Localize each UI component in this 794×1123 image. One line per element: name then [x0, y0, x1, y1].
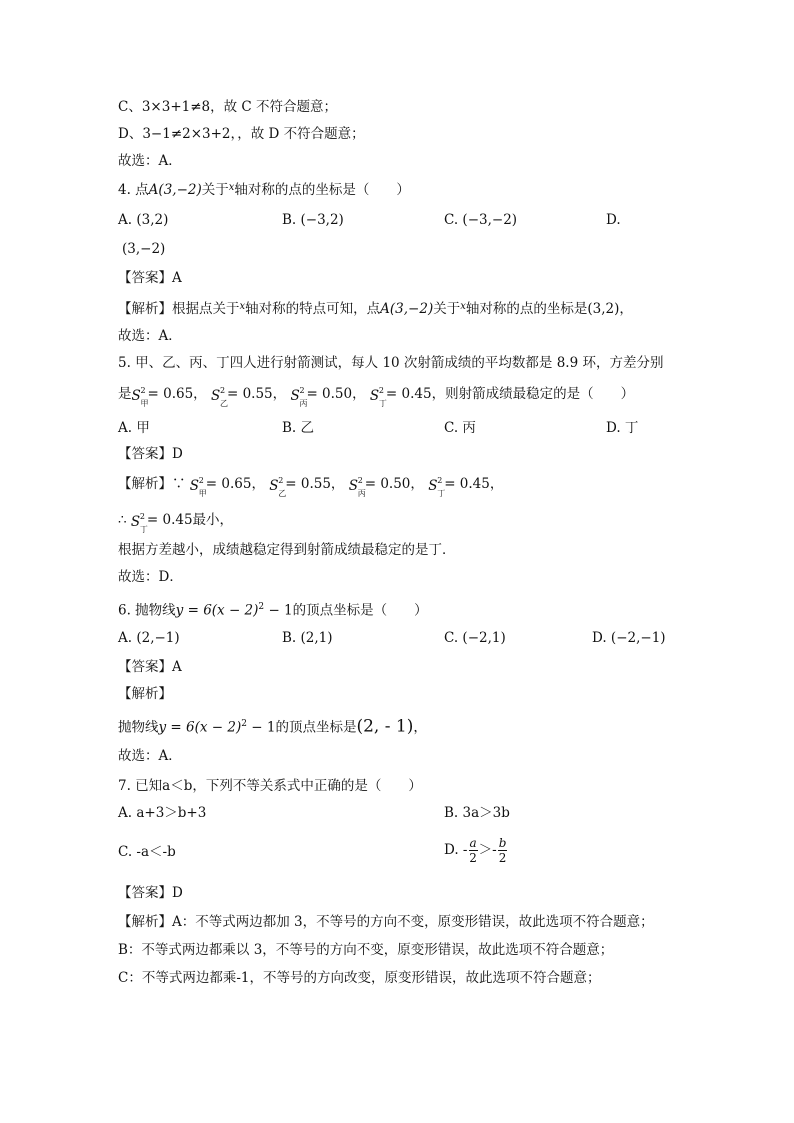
q6-number: 6. 抛物线	[118, 602, 176, 619]
q6-option-c: C. (−2,1)	[444, 630, 506, 646]
q4-expl-x2: x	[460, 301, 466, 312]
q5-is: 是	[118, 386, 132, 402]
q7-opt-d-mid: ＞-	[478, 842, 497, 858]
q5-therefore	[118, 510, 234, 534]
q4-option-d-value: (3,−2)	[122, 241, 166, 257]
q6-exponent: 2	[258, 602, 265, 612]
question-4-stem	[118, 178, 410, 200]
q4-text-about: 关于	[201, 182, 229, 198]
q4-expl-x1: x	[239, 301, 246, 312]
question-6-stem	[118, 597, 428, 621]
expl-variance-jia-symbol: S 2 甲	[189, 475, 207, 498]
question-7-stem: 7. 已知a＜b，下列不等关系式中正确的是（ ）	[118, 778, 422, 794]
q5-option-b: B. 乙	[282, 420, 315, 436]
q4-option-d: D.	[606, 212, 621, 228]
option-d-explanation: D、3−1≠2×3+2，，故 D 不符合题意；	[118, 126, 365, 142]
expl-variance-bing-symbol: S 2 丙	[348, 475, 366, 498]
q5-choose: 故选：D．	[118, 569, 183, 585]
q4-expl-about: 关于	[433, 301, 461, 317]
q4-text-rest: 轴对称的点的坐标是（ ）	[234, 182, 410, 198]
q4-explanation	[118, 297, 633, 319]
q6-equation-tail: − 1	[264, 602, 293, 619]
q5-explanation	[118, 474, 504, 498]
variance-jia-symbol: S 2 甲	[131, 385, 149, 408]
q6-option-d: D. (−2,−1)	[592, 630, 666, 646]
q5-reason: 根据方差越小，成绩越稳定得到射箭成绩最稳定的是丁．	[118, 542, 456, 558]
q7-option-c: C. -a＜-b	[118, 844, 176, 860]
q6-body-equation: y = 6(x − 2)	[158, 719, 242, 736]
q6-equation: y = 6(x − 2)	[175, 602, 259, 619]
q7-explanation-c: C：不等式两边都乘-1，不等号的方向改变，原变形错误，故此选项不符合题意；	[118, 970, 601, 986]
q5-expl-label: 【解析】	[118, 476, 172, 492]
q4-x: x	[228, 182, 235, 193]
variance-ding: = 0.45，则射箭成绩最稳定的是（ ）	[385, 386, 635, 402]
expl-variance-jia: = 0.65，	[205, 476, 265, 492]
q7-explanation-a: 【解析】A：不等式两边都加 3，不等号的方向不变，原变形错误，故此选项不符合题意；	[118, 914, 654, 930]
q7-explanation-b: B：不等式两边都乘以 3，不等号的方向不变，原变形错误，故此选项不符合题意；	[118, 942, 614, 958]
q6-explanation-label: 【解析】	[118, 686, 172, 702]
expl-variance-ding-symbol: S 2 丁	[428, 475, 446, 498]
option-c-explanation: C、3×3+1≠8，故 C 不符合题意；	[118, 99, 338, 115]
variance-jia: = 0.65，	[147, 386, 207, 402]
variance-bing-symbol: S 2 丙	[290, 385, 308, 408]
q4-option-c: C. (−3,−2)	[444, 212, 518, 228]
expl-variance-bing: = 0.50，	[364, 476, 424, 492]
q6-answer: 【答案】A	[118, 659, 182, 675]
min-variance: = 0.45最小，	[146, 512, 234, 528]
variance-yi: = 0.55，	[226, 386, 287, 402]
q4-answer: 【答案】A	[118, 270, 182, 286]
q4-expl-text: 轴对称的特点可知，点	[245, 301, 381, 317]
q4-choose: 故选：A．	[118, 328, 182, 344]
variance-yi-symbol: S 2 乙	[210, 385, 228, 408]
q4-expl-result: (3,2)	[587, 301, 620, 317]
expl-variance-yi-symbol: S 2 乙	[269, 475, 287, 498]
because-symbol: ∵	[172, 476, 186, 492]
expl-variance-ding: = 0.45，	[444, 476, 504, 492]
q6-option-b: B. (2,1)	[282, 630, 333, 646]
q6-vertex: (2, - 1)	[356, 716, 414, 737]
variance-bing: = 0.50，	[306, 386, 366, 402]
q6-option-a: A. (2,−1)	[118, 630, 180, 646]
q7-option-d	[444, 832, 508, 868]
q7-option-a: A. a+3＞b+3	[118, 805, 207, 821]
q6-text: 的顶点坐标是（ ）	[292, 602, 428, 619]
q6-explanation	[118, 714, 427, 738]
q4-number: 4. 点	[118, 182, 149, 198]
q6-body-exponent: 2	[241, 719, 247, 729]
q6-body-label: 抛物线	[118, 719, 159, 736]
q4-expl-comma: ，	[619, 301, 633, 317]
therefore-symbol: ∴	[118, 512, 127, 528]
q6-choose: 故选：A．	[118, 748, 182, 764]
variance-ding-symbol: S 2 丁	[369, 385, 387, 408]
q6-body-equation-tail: − 1	[246, 719, 276, 736]
q6-body-text: 的顶点坐标是	[275, 719, 357, 736]
q4-option-b: B. (−3,2)	[282, 212, 344, 228]
q6-body-comma: ，	[413, 719, 427, 736]
q7-answer: 【答案】D	[118, 885, 183, 901]
fraction-b-over-2: $\frac{b}{2}$	[498, 835, 507, 865]
choose-line: 故选：A．	[118, 153, 182, 169]
q5-option-c: C. 丙	[444, 420, 476, 436]
q7-opt-d-prefix: D. -	[444, 842, 468, 858]
q7-option-b: B. 3a＞3b	[444, 805, 510, 821]
q4-point: A(3,−2)	[148, 182, 202, 198]
min-variance-symbol: S 2 丁	[130, 511, 148, 534]
q4-expl-point: A(3,−2)	[380, 301, 434, 317]
q4-expl-rest: 轴对称的点的坐标是	[465, 301, 588, 317]
q4-expl-label: 【解析】根据点关于	[118, 301, 240, 317]
q5-answer: 【答案】D	[118, 446, 183, 462]
q5-option-d: D. 丁	[606, 420, 639, 436]
question-5-variance	[118, 384, 635, 408]
q4-option-a: A. (3,2)	[118, 212, 169, 228]
expl-variance-yi: = 0.55，	[285, 476, 345, 492]
fraction-a-over-2: $\frac{a}{2}$	[469, 835, 477, 865]
question-5-stem: 5. 甲、乙、丙、丁四人进行射箭测试，每人 10 次射箭成绩的平均数都是 8.9 环，方差分别	[118, 355, 664, 371]
q5-option-a: A. 甲	[118, 420, 150, 436]
